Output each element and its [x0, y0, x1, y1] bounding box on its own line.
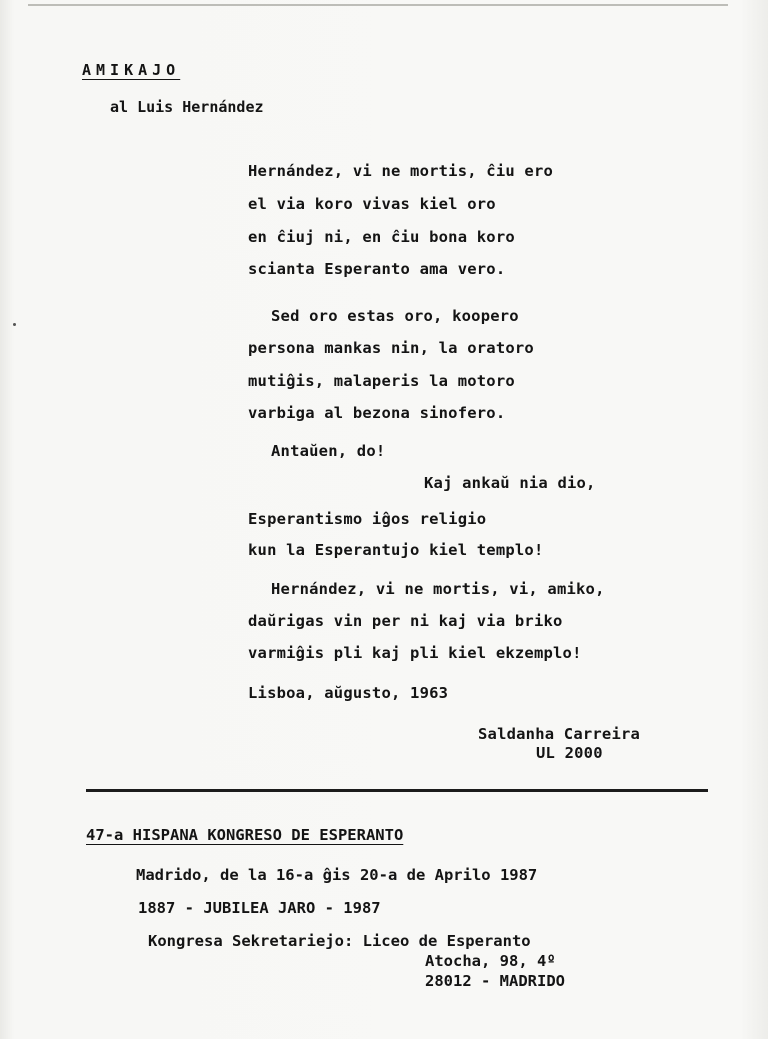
section-divider — [86, 789, 708, 792]
page-title: AMIKAJO — [82, 61, 181, 79]
congress-secretariat: Kongresa Sekretariejo: Liceo de Esperanto — [148, 932, 531, 950]
poem-line: kun la Esperantujo kiel templo! — [248, 541, 544, 559]
congress-dates: Madrido, de la 16-a ĝis 20-a de Aprilo 1987 — [136, 866, 538, 884]
author-name: Saldanha Carreira — [478, 725, 641, 743]
congress-street: Atocha, 98, 4º — [425, 952, 556, 970]
congress-city: 28012 - MADRIDO — [425, 972, 565, 990]
poem-line: Hernández, vi ne mortis, vi, amiko, — [271, 580, 605, 598]
poem-line: scianta Esperanto ama vero. — [248, 260, 506, 278]
poem-line: mutiĝis, malaperis la motoro — [248, 372, 515, 390]
dedication-line: al Luis Hernández — [110, 98, 264, 116]
poem-line: Kaj ankaŭ nia dio, — [424, 474, 596, 492]
poem-line: daŭrigas vin per ni kaj via briko — [248, 612, 563, 630]
poem-line: Esperantismo iĝos religio — [248, 510, 487, 528]
congress-title: 47-a HISPANA KONGRESO DE ESPERANTO — [86, 826, 404, 844]
author-affiliation: UL 2000 — [536, 744, 603, 762]
poem-line: Sed oro estas oro, koopero — [271, 307, 519, 325]
poem-line: Hernández, vi ne mortis, ĉiu ero — [248, 162, 554, 180]
page-edge — [28, 4, 728, 6]
ink-speck — [13, 323, 16, 326]
poem-line: Antaŭen, do! — [271, 442, 386, 460]
place-date: Lisboa, aŭgusto, 1963 — [248, 684, 449, 702]
poem-line: persona mankas nin, la oratoro — [248, 339, 534, 357]
poem-line: varbiga al bezona sinofero. — [248, 404, 506, 422]
congress-jubilee: 1887 - JUBILEA JARO - 1987 — [138, 899, 381, 917]
poem-line: en ĉiuj ni, en ĉiu bona koro — [248, 228, 515, 246]
poem-line: varmiĝis pli kaj pli kiel ekzemplo! — [248, 644, 582, 662]
poem-line: el via koro vivas kiel oro — [248, 195, 496, 213]
